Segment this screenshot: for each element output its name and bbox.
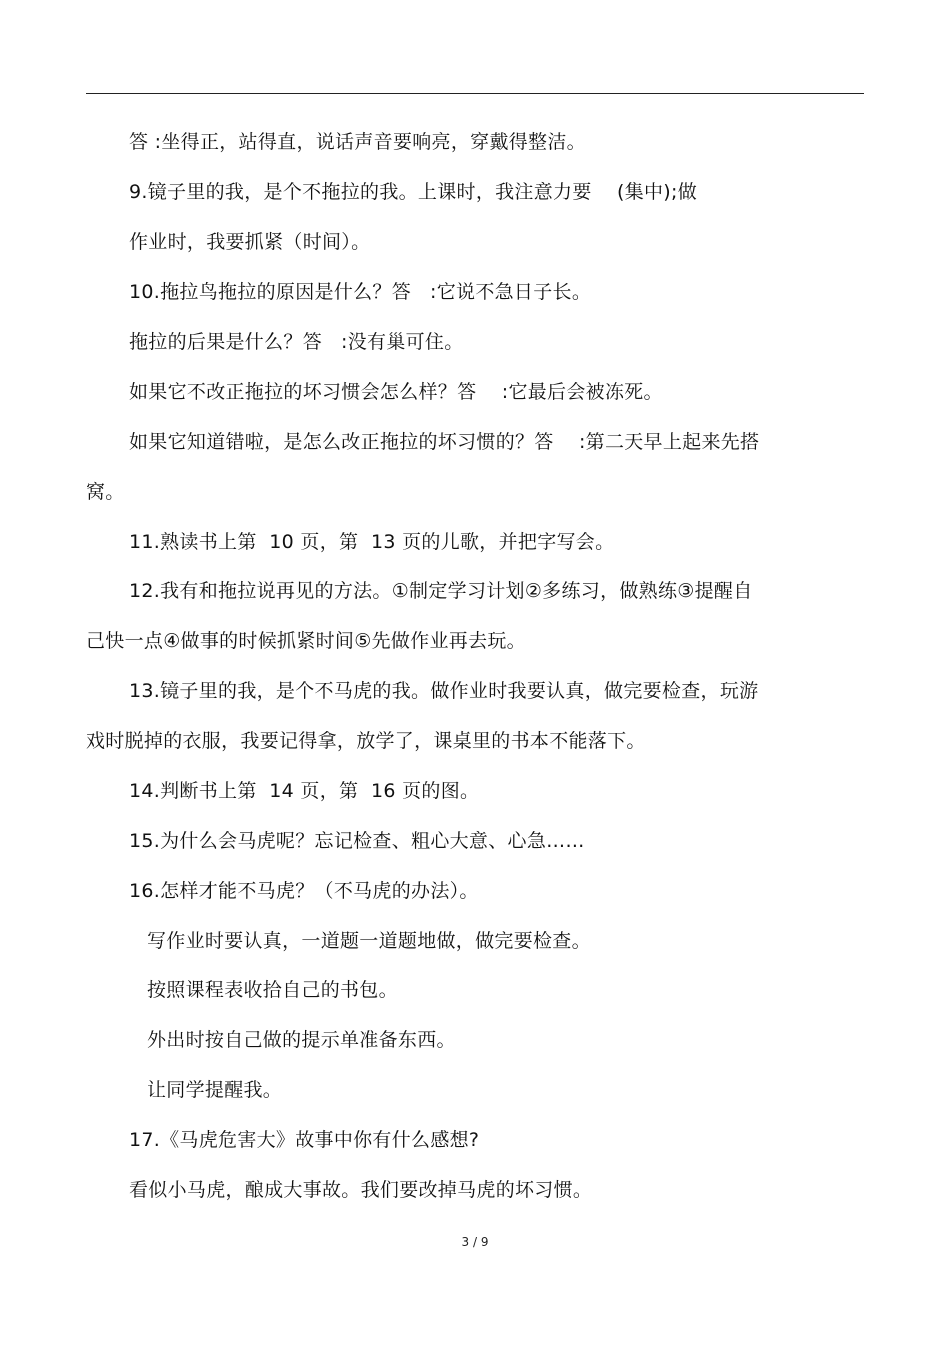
text-line: 如果它知道错啦，是怎么改正拖拉的坏习惯的？答 :第二天早上起来先搭 — [129, 431, 760, 453]
text-line: 9.镜子里的我，是个不拖拉的我。上课时，我注意力要 (集中);做 — [129, 181, 698, 203]
text-line: 外出时按自己做的提示单准备东西。 — [147, 1029, 456, 1051]
text-line: 按照课程表收拾自己的书包。 — [147, 979, 398, 1001]
text-line: 16.怎样才能不马虎？（不马虎的办法）。 — [129, 880, 479, 902]
text-line: 14.判断书上第 14 页，第 16 页的图。 — [129, 780, 480, 802]
text-line: 让同学提醒我。 — [147, 1079, 283, 1101]
text-line: 窝。 — [86, 481, 125, 503]
header-rule — [86, 93, 864, 94]
text-line: 写作业时要认真，一道题一道题地做，做完要检查。 — [147, 930, 591, 952]
text-line: 戏时脱掉的衣服，我要记得拿，放学了，课桌里的书本不能落下。 — [86, 730, 646, 752]
text-line: 答 :坐得正，站得直，说话声音要响亮，穿戴得整洁。 — [129, 131, 586, 153]
text-line: 己快一点④做事的时候抓紧时间⑤先做作业再去玩。 — [86, 630, 526, 652]
text-line: 15.为什么会马虎呢？忘记检查、粗心大意、心急…… — [129, 830, 585, 852]
text-line: 10.拖拉鸟拖拉的原因是什么？答 :它说不急日子长。 — [129, 281, 592, 303]
text-line: 拖拉的后果是什么？答 :没有巢可住。 — [129, 331, 464, 353]
text-line: 17.《马虎危害大》故事中你有什么感想? — [129, 1129, 480, 1151]
text-line: 11.熟读书上第 10 页，第 13 页的儿歌，并把字写会。 — [129, 531, 615, 553]
text-line: 看似小马虎，酿成大事故。我们要改掉马虎的坏习惯。 — [129, 1179, 593, 1201]
text-line: 12.我有和拖拉说再见的方法。①制定学习计划②多练习，做熟练③提醒自 — [129, 580, 753, 602]
text-line: 作业时，我要抓紧（时间）。 — [129, 231, 371, 253]
text-line: 13.镜子里的我，是个不马虎的我。做作业时我要认真，做完要检查，玩游 — [129, 680, 759, 702]
text-line: 如果它不改正拖拉的坏习惯会怎么样？答 :它最后会被冻死。 — [129, 381, 663, 403]
page-number: 3 / 9 — [461, 1235, 489, 1249]
